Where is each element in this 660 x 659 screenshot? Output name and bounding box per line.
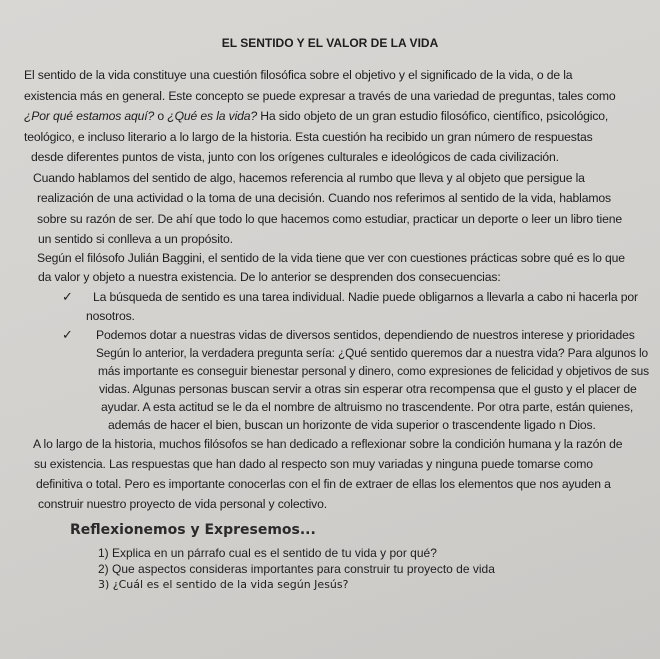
body-line: ayudar. A esta actitud se le da el nombre de altruismo no trascendente. Por otra parte, están quienes, — [101, 400, 634, 414]
question-2: 2) Que aspectos consideras importantes para construir tu proyecto de vida — [98, 562, 495, 576]
body-line: sobre su razón de ser. De ahí que todo lo que hacemos como estudiar, practicar un deporte o leer un libro tiene — [37, 212, 622, 226]
body-line: más importante es conseguir bienestar personal y dinero, como expresiones de felicidad y objetivos de sus — [98, 364, 649, 378]
body-line: da valor y objeto a nuestra existencia. De lo anterior se desprenden dos consecuencias: — [38, 270, 501, 284]
body-line: un sentido si conlleva a un propósito. — [38, 232, 233, 246]
check-mark-icon: ✓ — [62, 327, 73, 342]
body-line: La búsqueda de sentido es una tarea individual. Nadie puede obligarnos a llevarla a cabo ni hacerla por — [93, 290, 638, 304]
body-line: nosotros. — [86, 309, 135, 323]
section-heading: Reflexionemos y Expresemos... — [70, 522, 316, 538]
body-line: Podemos dotar a nuestras vidas de diversos sentidos, dependiendo de nuestros interese y prioridades — [96, 328, 635, 342]
body-line: vidas. Algunas personas buscan servir a otras sin esperar otra recompensa que el gusto y el placer de — [99, 382, 637, 396]
body-line: definitiva o total. Pero es importante conocerlas con el fin de extraer de ellas los elementos que nos ayuden a — [36, 477, 611, 491]
document-title: EL SENTIDO Y EL VALOR DE LA VIDA — [221, 36, 439, 50]
body-line: ¿Por qué estamos aquí? o ¿Qué es la vida? Ha sido objeto de un gran estudio filosófico, científico, psicológico, — [24, 109, 609, 123]
body-line: desde diferentes puntos de vista, junto con los orígenes culturales e ideológicos de cada civilización. — [31, 150, 559, 164]
body-line: Según lo anterior, la verdadera pregunta sería: ¿Qué sentido queremos dar a nuestra vida? Para algunos lo — [96, 346, 648, 360]
question-3: 3) ¿Cuál es el sentido de la vida según Jesús? — [98, 578, 349, 591]
question-1: 1) Explica en un párrafo cual es el sentido de tu vida y por qué? — [98, 546, 437, 560]
body-line: construir nuestro proyecto de vida personal y colectivo. — [38, 497, 327, 511]
body-line: realización de una actividad o la toma de una decisión. Cuando nos referimos al sentido de la vida, hablamos — [37, 191, 611, 205]
body-line: Según el filósofo Julián Baggini, el sentido de la vida tiene que ver con cuestiones prácticas sobre qué es lo que — [37, 251, 625, 265]
body-line: existencia más en general. Este concepto se puede expresar a través de una variedad de preguntas, tales como — [24, 89, 616, 103]
body-line: teológico, e incluso literario a lo largo de la historia. Esta cuestión ha recibido un gran número de respuestas — [24, 130, 593, 144]
check-mark-icon: ✓ — [62, 289, 73, 304]
body-line: El sentido de la vida constituye una cuestión filosófica sobre el objetivo y el significado de la vida, o de la — [24, 68, 573, 82]
body-line: su existencia. Las respuestas que han dado al respecto son muy variadas y ninguna puede tomarse como — [34, 457, 593, 471]
body-line: además de hacer el bien, buscan un horizonte de vida superior o trascendente ligado n Dios. — [108, 418, 596, 432]
body-line: Cuando hablamos del sentido de algo, hacemos referencia al rumbo que lleva y al objeto que persigue la — [33, 171, 585, 185]
body-line: A lo largo de la historia, muchos filósofos se han dedicado a reflexionar sobre la condición humana y la razón de — [33, 437, 623, 451]
